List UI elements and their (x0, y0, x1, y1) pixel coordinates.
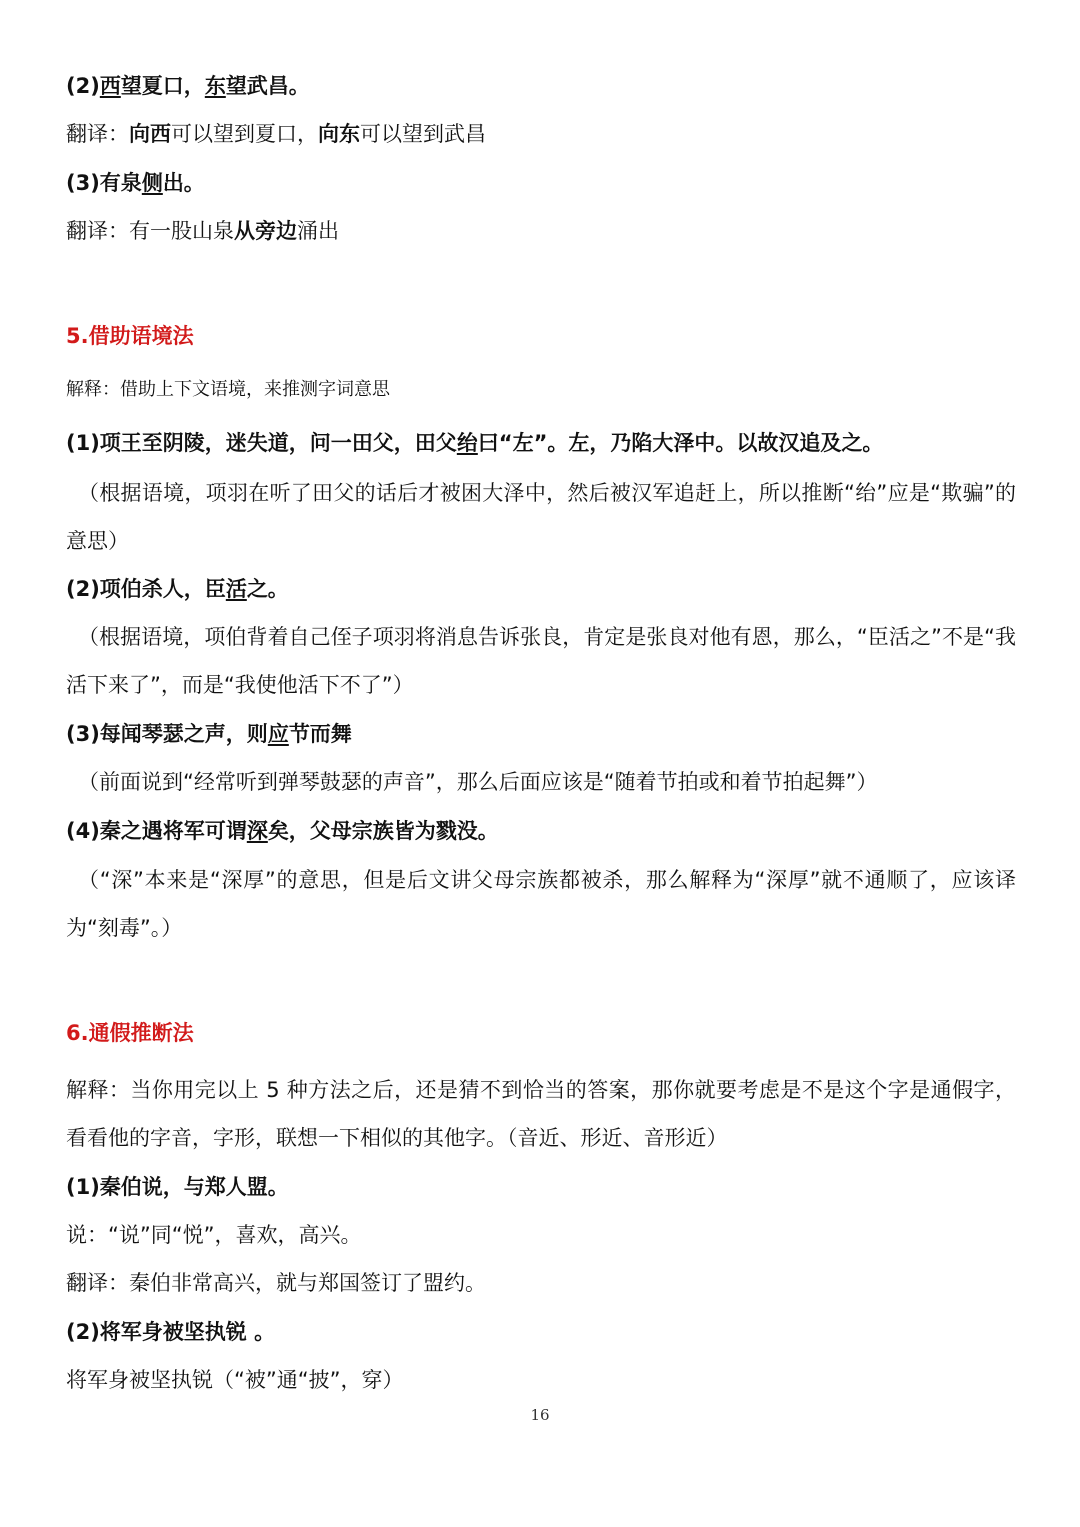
example-text: 曰“左”。左，乃陷大泽中。以故汉追及之。 (477, 431, 884, 455)
example-heading: (2)将军身被坚执锐 。 (66, 1320, 276, 1344)
example-heading (66, 816, 1014, 846)
section-heading: 6.通假推断法 (66, 1021, 194, 1045)
example-heading (66, 428, 1014, 458)
translation-line (66, 216, 1014, 246)
emphasis: 向西 (129, 122, 171, 146)
key-word: 东 (204, 74, 226, 98)
example-text: (4)秦之遇将军可谓 (66, 819, 247, 843)
emphasis: 向东 (318, 122, 360, 146)
example-heading (66, 168, 1014, 198)
example-text: 之。 (246, 577, 289, 601)
example-text: (1)项王至阴陵，迷失道，问一田父，田父 (66, 431, 457, 455)
example-text: (3)有泉 (66, 171, 142, 195)
key-word: 西 (99, 74, 121, 98)
key-word: 侧 (141, 171, 163, 195)
example-heading (66, 574, 1014, 604)
example-text: 出。 (162, 171, 205, 195)
translation-text: 涌出 (297, 219, 339, 243)
key-word: 绐 (456, 431, 478, 455)
example-text: 矣，父母宗族皆为戮没。 (267, 819, 499, 843)
translation-line (66, 119, 1014, 149)
translation-text: 可以望到武昌 (360, 122, 486, 146)
example-note: （根据语境，项羽在听了田父的话后才被困大泽中，然后被汉军追赶上，所以推断“绐”应是“欺骗”的意思） (66, 481, 1016, 553)
example-heading: (1)秦伯说，与郑人盟。 (66, 1175, 289, 1199)
example-note: 说：“说”同“悦”，喜欢，高兴。 (66, 1223, 362, 1247)
example-text: (2)项伯杀人，臣 (66, 577, 226, 601)
example-text: 望武昌。 (225, 74, 310, 98)
emphasis: 从旁边 (234, 219, 297, 243)
translation-label: 翻译： (66, 122, 129, 146)
example-note: （根据语境，项伯背着自己侄子项羽将消息告诉张良，肯定是张良对他有恩，那么，“臣活之”不是“我活下来了”，而是“我使他活下不了”） (66, 625, 1016, 697)
example-heading (66, 71, 1014, 101)
translation-text: 可以望到夏口， (171, 122, 318, 146)
example-note: 将军身被坚执锐（“被”通“披”，穿） (66, 1368, 404, 1392)
section-explanation: 解释：借助上下文语境，来推测字词意思 (66, 379, 390, 400)
translation-label: 翻译：有一股山泉 (66, 219, 234, 243)
example-text: 望夏口， (120, 74, 205, 98)
example-note: （前面说到“经常听到弹琴鼓瑟的声音”，那么后面应该是“随着节拍或和着节拍起舞”） (78, 770, 878, 794)
key-word: 活 (225, 577, 247, 601)
section-explanation: 解释：当你用完以上 5 种方法之后，还是猜不到恰当的答案，那你就要考虑是不是这个字是通假字，看看他的字音，字形，联想一下相似的其他字。（音近、形近、音形近） (66, 1078, 1016, 1150)
page-number: 16 (530, 1406, 550, 1424)
key-word: 深 (246, 819, 268, 843)
example-text: 节而舞 (288, 722, 352, 746)
example-text: (2) (66, 74, 100, 98)
example-text: (3)每闻琴瑟之声，则 (66, 722, 268, 746)
translation-line: 翻译：秦伯非常高兴，就与郑国签订了盟约。 (66, 1271, 486, 1295)
example-heading (66, 719, 1014, 749)
key-word: 应 (267, 722, 289, 746)
section-heading: 5.借助语境法 (66, 324, 194, 348)
example-note: （“深”本来是“深厚”的意思，但是后文讲父母宗族都被杀，那么解释为“深厚”就不通顺了，应该译为“刻毒”。） (66, 868, 1016, 940)
